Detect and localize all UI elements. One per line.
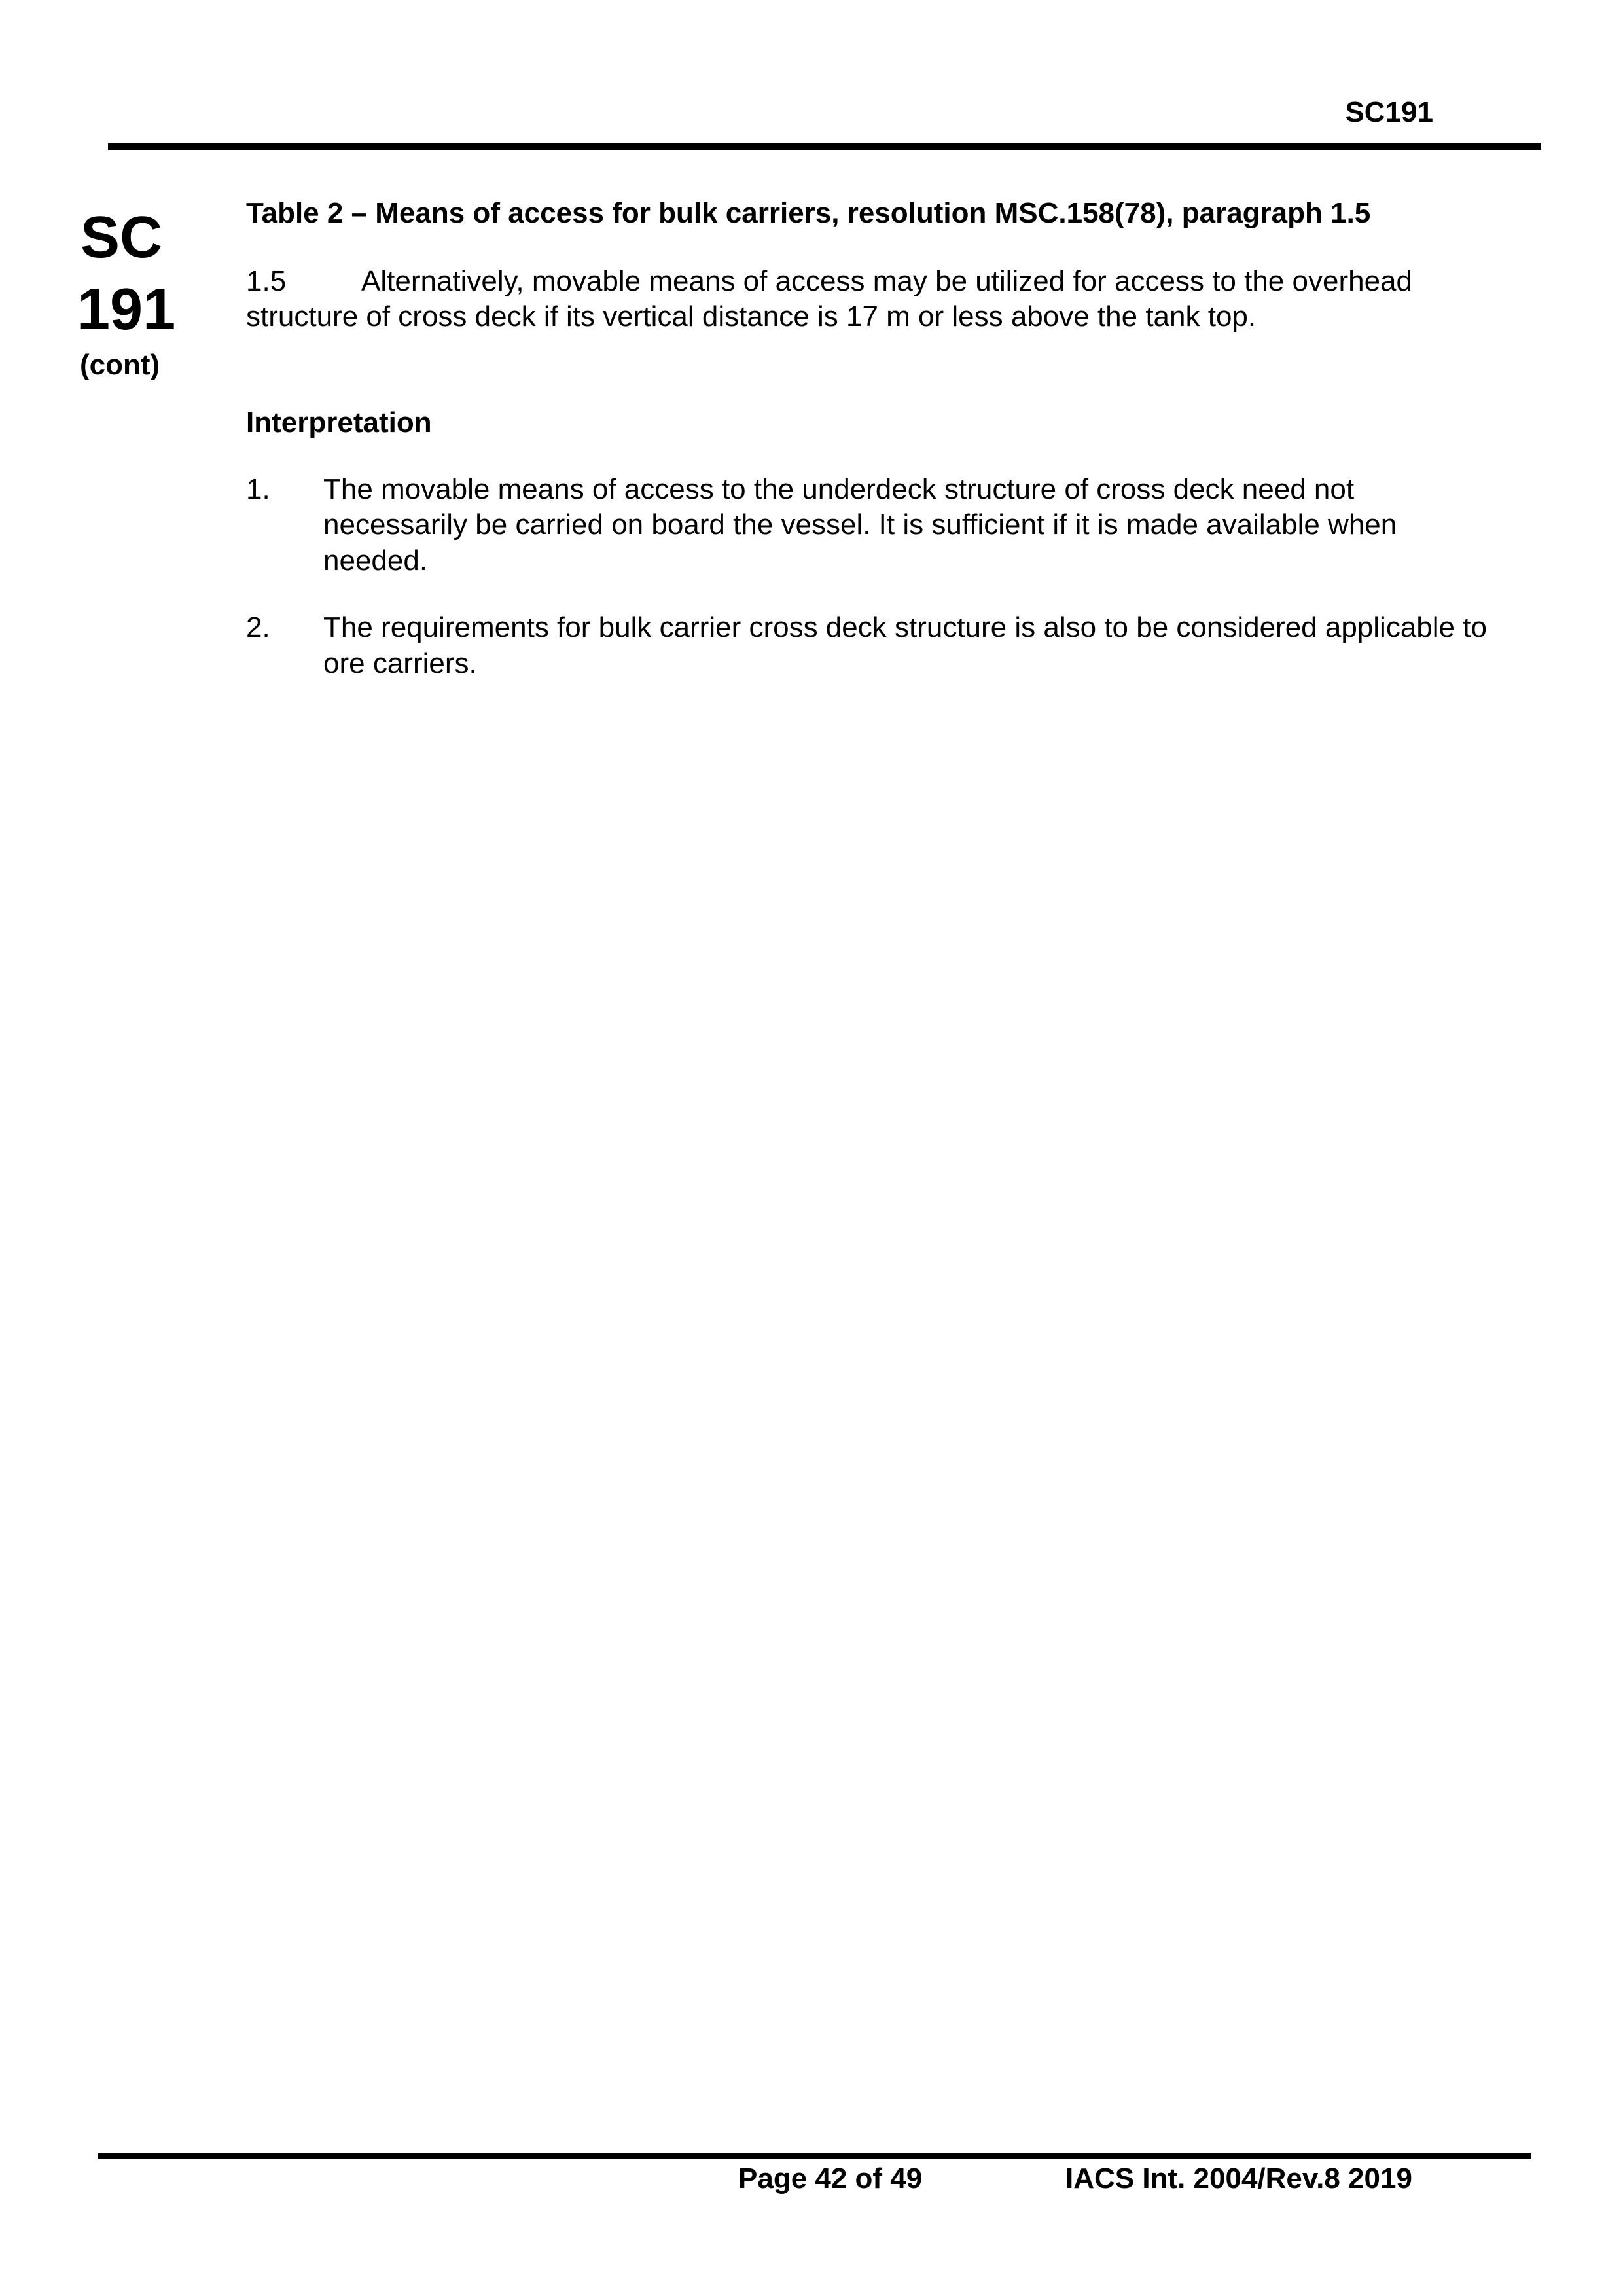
page-number: Page 42 of 49 [738,2162,923,2195]
paragraph-1-5 [246,264,1503,335]
paragraph-text: Alternatively, movable means of access may be utilized for access to the overhead structure of cross deck if its vertical distance is 17 m or less above the tank top. [246,264,1412,333]
side-tab-code-prefix: SC [80,205,163,270]
interpretation-item-number: 2. [246,611,270,644]
interpretation-item-number: 1. [246,473,270,505]
interpretation-item [246,472,1503,579]
interpretation-item-text: The movable means of access to the underdeck structure of cross deck need not necessarily be carried on board the vessel. It is sufficient if it is made available when needed. [323,473,1397,577]
paragraph-number: 1.5 [246,264,287,297]
interpretation-item [246,610,1503,681]
side-tab-code-number: 191 [77,277,176,342]
document-reference: IACS Int. 2004/Rev.8 2019 [1065,2162,1412,2195]
header-rule [108,143,1541,150]
side-tab [77,205,182,381]
side-tab-cont: (cont) [80,349,160,381]
table-heading: Table 2 – Means of access for bulk carriers, resolution MSC.158(78), paragraph 1.5 [246,197,1371,229]
footer-rule [98,2153,1531,2159]
interpretation-item-text: The requirements for bulk carrier cross deck structure is also to be considered applicable to ore carriers. [323,611,1487,679]
interpretation-list [246,472,1503,682]
main-content [246,196,1503,713]
header-code: SC191 [1345,96,1433,128]
interpretation-heading: Interpretation [246,406,432,439]
